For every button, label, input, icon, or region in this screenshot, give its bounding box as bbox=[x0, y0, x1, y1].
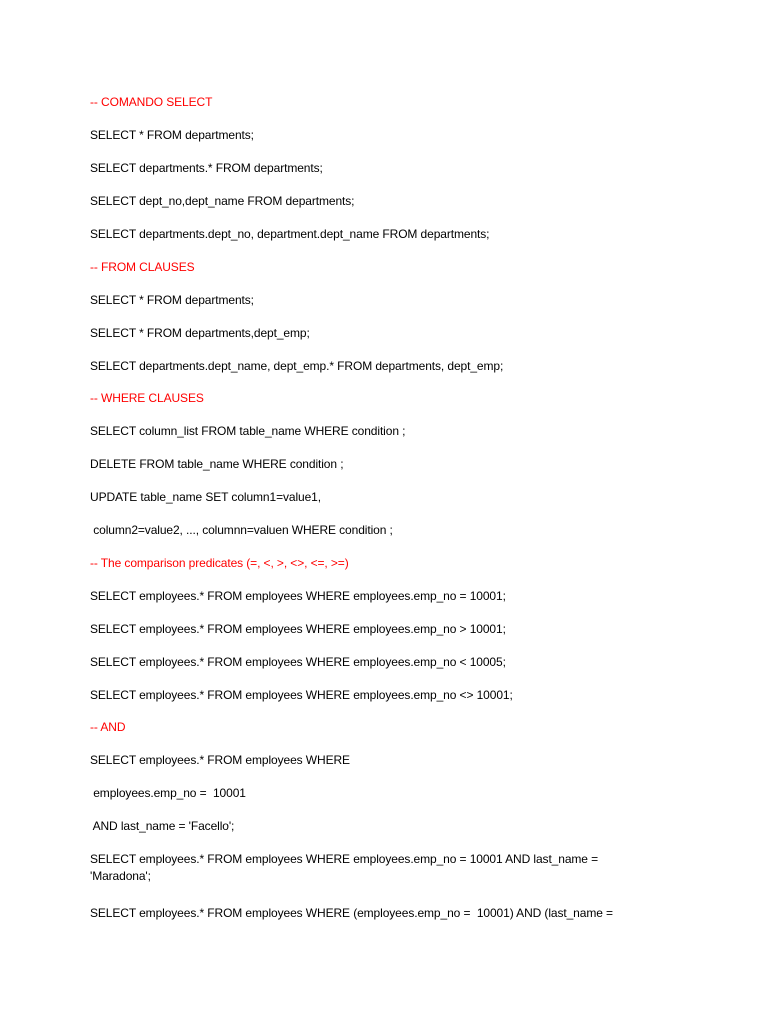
sql-statement: SELECT departments.dept_no, department.dept_name FROM departments; bbox=[90, 227, 490, 241]
sql-statement-continuation: employees.emp_no = 10001 bbox=[90, 786, 246, 800]
sql-statement: SELECT * FROM departments,dept_emp; bbox=[90, 326, 310, 340]
sql-statement-continuation: AND last_name = 'Facello'; bbox=[90, 819, 235, 833]
sql-comment-from-clauses: -- FROM CLAUSES bbox=[90, 260, 195, 274]
sql-statement-wrapped: SELECT employees.* FROM employees WHERE employees.emp_no = 10001 AND last_name = 'Maradona'; bbox=[90, 852, 599, 883]
sql-statement: SELECT departments.* FROM departments; bbox=[90, 161, 323, 175]
sql-statement: DELETE FROM table_name WHERE condition ; bbox=[90, 457, 344, 471]
sql-statement-continuation: column2=value2, ..., columnn=valuen WHERE condition ; bbox=[90, 523, 393, 537]
sql-statement: SELECT departments.dept_name, dept_emp.* FROM departments, dept_emp; bbox=[90, 359, 504, 373]
sql-statement: SELECT * FROM departments; bbox=[90, 293, 254, 307]
sql-statement: SELECT employees.* FROM employees WHERE bbox=[90, 753, 350, 767]
sql-statement: SELECT * FROM departments; bbox=[90, 128, 254, 142]
sql-statement: SELECT employees.* FROM employees WHERE employees.emp_no <> 10001; bbox=[90, 688, 513, 702]
sql-statement: SELECT employees.* FROM employees WHERE employees.emp_no > 10001; bbox=[90, 622, 506, 636]
sql-statement: SELECT column_list FROM table_name WHERE condition ; bbox=[90, 424, 406, 438]
sql-statement: SELECT dept_no,dept_name FROM departments; bbox=[90, 194, 355, 208]
sql-statement: UPDATE table_name SET column1=value1, bbox=[90, 490, 321, 504]
sql-statement: SELECT employees.* FROM employees WHERE employees.emp_no < 10005; bbox=[90, 655, 506, 669]
sql-comment-and: -- AND bbox=[90, 720, 126, 734]
sql-comment-comando-select: -- COMANDO SELECT bbox=[90, 95, 213, 109]
sql-comment-comparison-predicates: -- The comparison predicates (=, <, >, <>, <=, >=) bbox=[90, 556, 349, 570]
sql-statement: SELECT employees.* FROM employees WHERE (employees.emp_no = 10001) AND (last_name = bbox=[90, 906, 613, 920]
sql-statement: SELECT employees.* FROM employees WHERE employees.emp_no = 10001; bbox=[90, 589, 506, 603]
sql-comment-where-clauses: -- WHERE CLAUSES bbox=[90, 391, 204, 405]
